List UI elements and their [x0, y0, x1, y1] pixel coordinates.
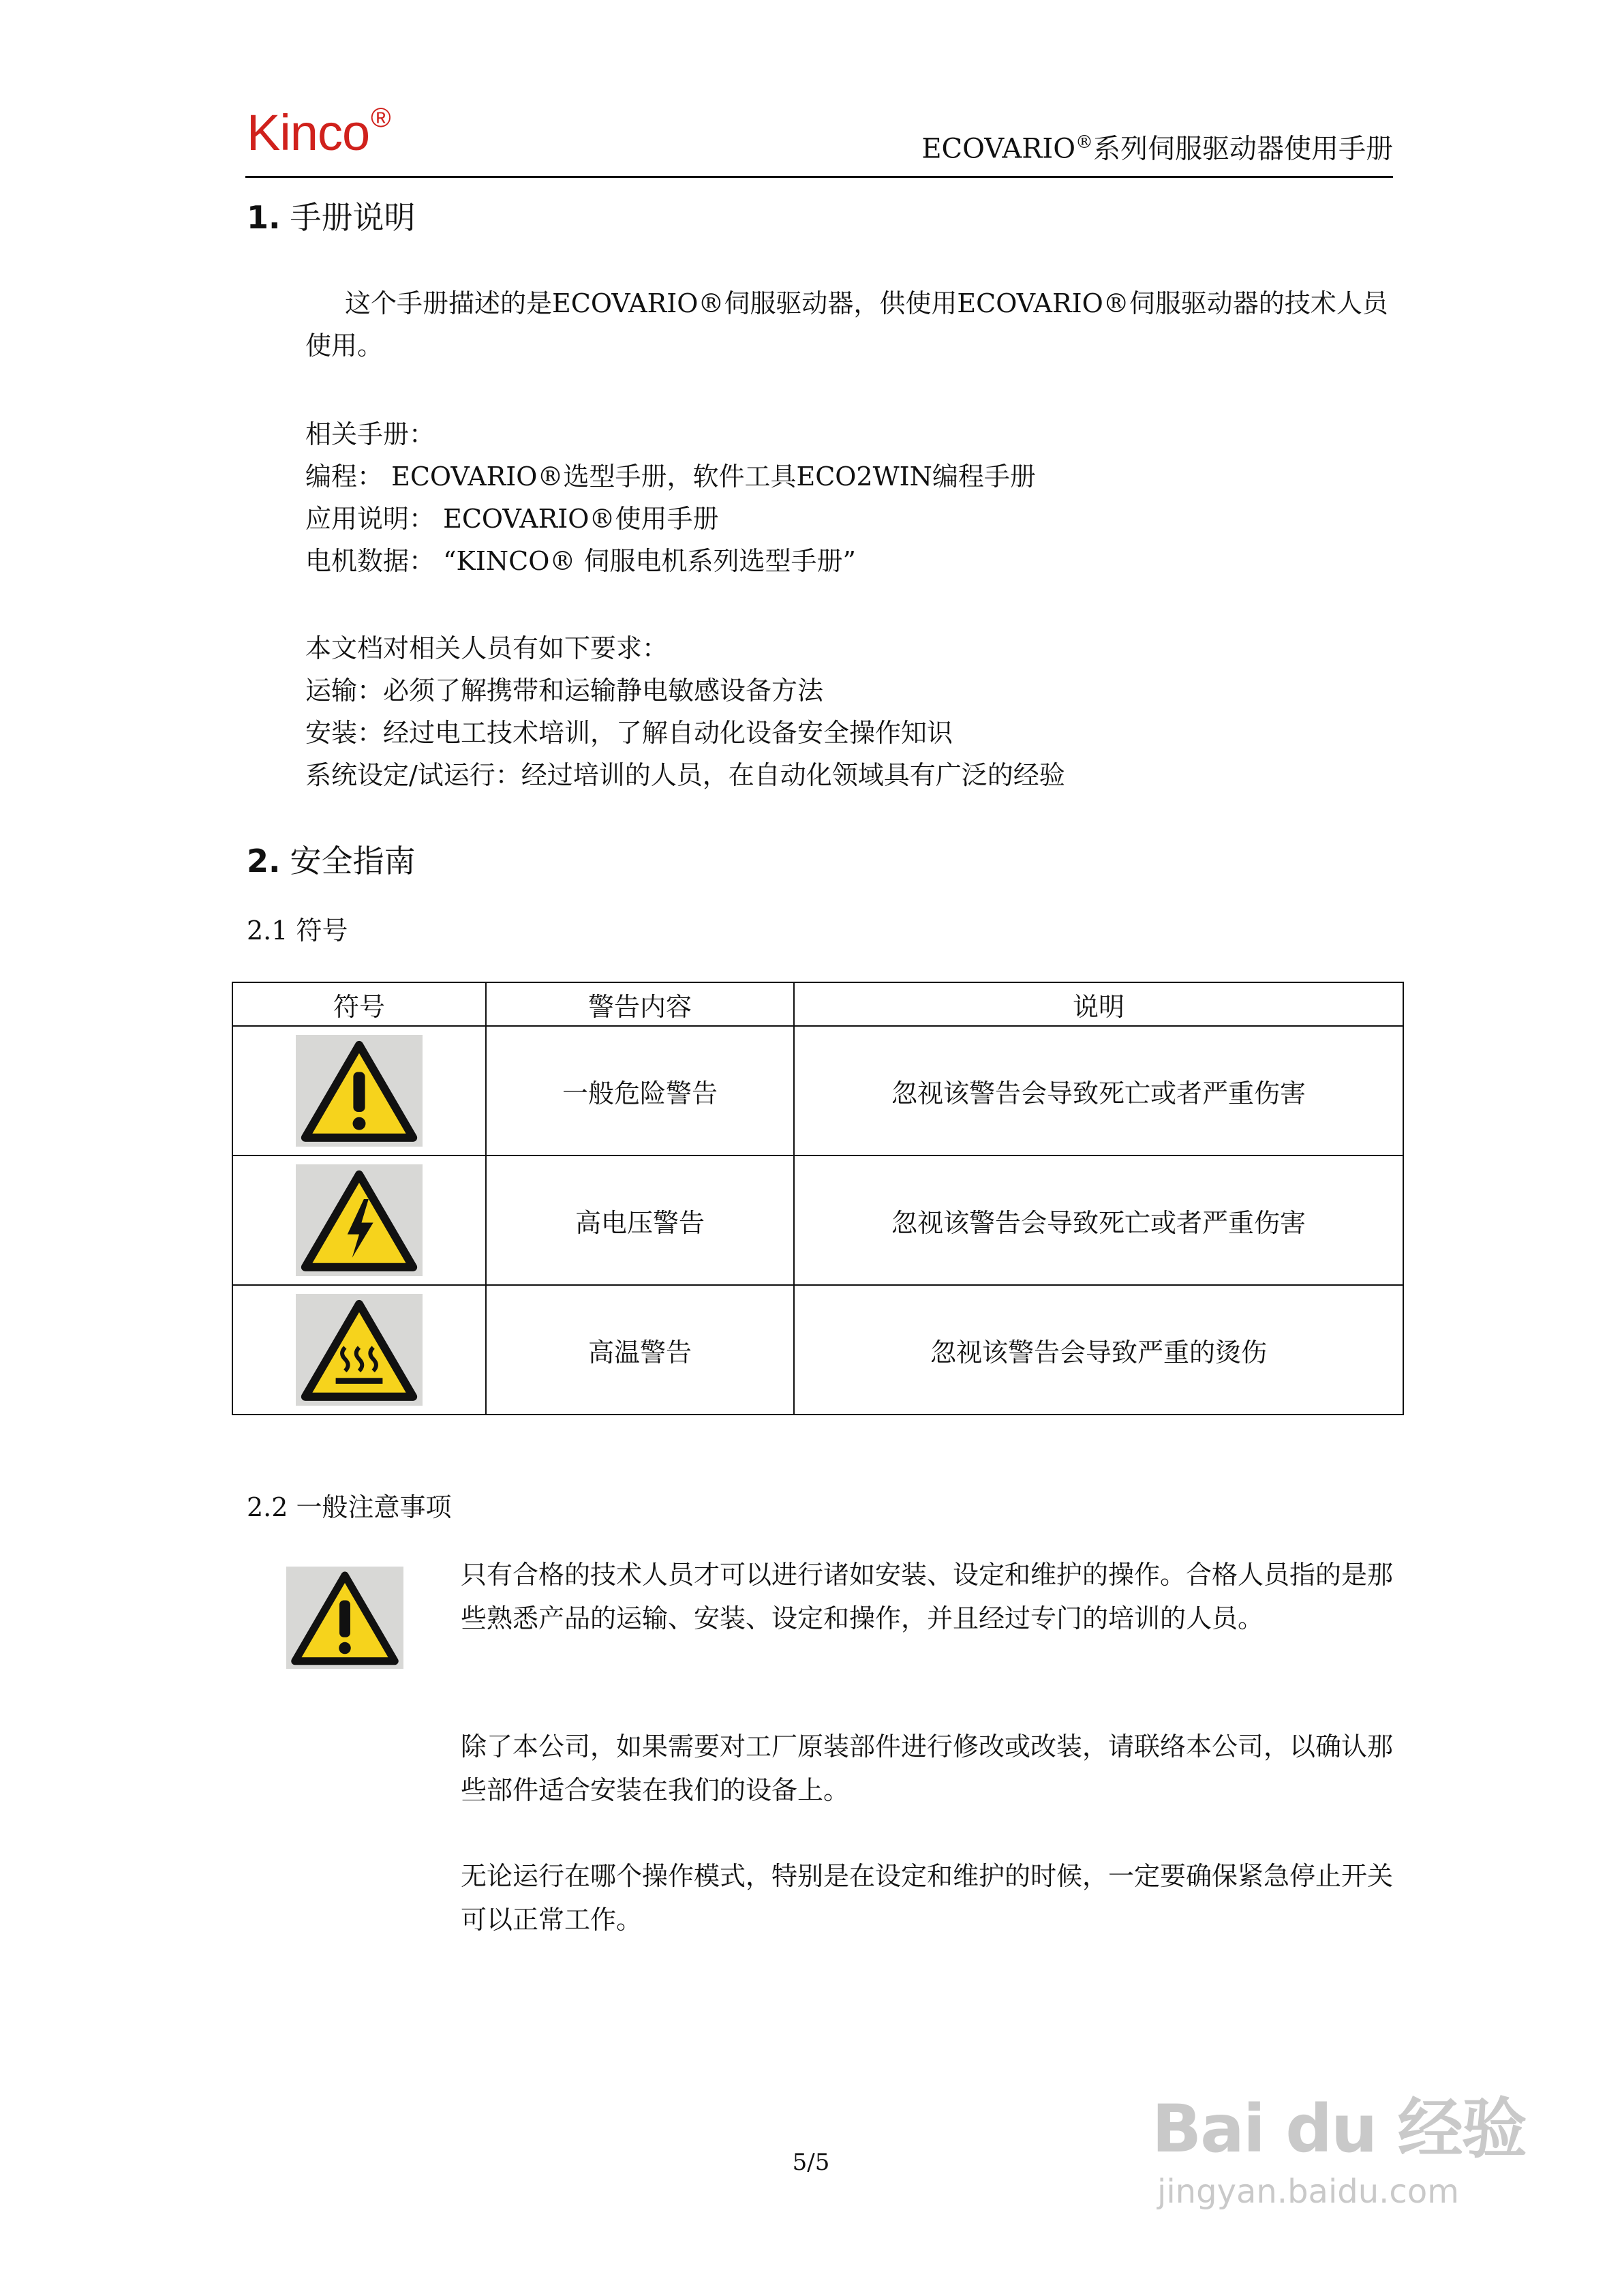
requirement-transport: 运输：必须了解携带和运输静电敏感设备方法	[305, 676, 824, 706]
table-cell-content: 高温警告	[486, 1285, 794, 1415]
requirement-installation: 安装：经过电工技术培训，了解自动化设备安全操作知识	[305, 718, 953, 748]
intro-line-1: 这个手册描述的是ECOVARIO®伺服驱动器，供使用ECOVARIO®伺服驱动器的技术人员	[345, 288, 1388, 318]
table-header-content: 警告内容	[486, 982, 794, 1026]
watermark-url: jingyan.baidu.com	[1157, 2173, 1459, 2211]
high-voltage-warning-icon	[296, 1164, 423, 1276]
table-header-description: 说明	[794, 982, 1403, 1026]
table-header-row	[232, 982, 1403, 1026]
section-2-number: 2.	[247, 843, 281, 879]
table-cell-content: 高电压警告	[486, 1155, 794, 1285]
subsection-2-1-heading: 2.1 符号	[247, 916, 348, 946]
table-cell-symbol	[232, 1026, 486, 1155]
subsection-2-2-heading: 2.2 一般注意事项	[247, 1492, 452, 1522]
section-1-number: 1.	[247, 199, 281, 236]
related-manuals-title: 相关手册：	[305, 419, 435, 449]
table-cell-content: 一般危险警告	[486, 1026, 794, 1155]
title-prefix: ECOVARIO	[921, 133, 1075, 165]
logo-text: Kinco	[247, 104, 370, 161]
table-header-symbol: 符号	[232, 982, 486, 1026]
table-cell-symbol	[232, 1285, 486, 1415]
table-row	[232, 1026, 1403, 1155]
logo-registered-mark: ®	[371, 103, 391, 134]
notice-emergency-stop: 无论运行在哪个操作模式，特别是在设定和维护的时候，一定要确保紧急停止开关可以正常工作。	[461, 1861, 1394, 1935]
watermark-brand: Bai du 经验	[1152, 2091, 1526, 2167]
title-mark: ®	[1075, 132, 1093, 153]
table-cell-description: 忽视该警告会导致死亡或者严重伤害	[794, 1155, 1403, 1285]
general-danger-warning-icon	[296, 1035, 423, 1147]
related-manual-application: 应用说明： ECOVARIO®使用手册	[305, 504, 719, 534]
page-number: 5/5	[792, 2149, 830, 2176]
section-2-heading	[247, 845, 415, 877]
table-cell-description: 忽视该警告会导致死亡或者严重伤害	[794, 1026, 1403, 1155]
general-danger-warning-icon	[286, 1567, 403, 1669]
related-manual-programming: 编程： ECOVARIO®选型手册，软件工具ECO2WIN编程手册	[305, 462, 1036, 492]
requirements-title: 本文档对相关人员有如下要求：	[305, 633, 669, 663]
requirement-commissioning: 系统设定/试运行：经过培训的人员，在自动化领域具有广泛的经验	[305, 760, 1065, 790]
symbols-table	[232, 982, 1404, 1415]
hot-surface-warning-icon	[296, 1294, 423, 1406]
kinco-logo	[247, 103, 391, 161]
section-1-title: 手册说明	[290, 199, 416, 236]
baidu-watermark	[1152, 2091, 1533, 2267]
header-rule	[245, 176, 1393, 178]
table-row	[232, 1285, 1403, 1415]
intro-line-2: 使用。	[305, 331, 384, 361]
related-manual-motor: 电机数据： “KINCO® 伺服电机系列选型手册”	[305, 546, 856, 576]
title-suffix: 系列伺服驱动器使用手册	[1093, 133, 1393, 165]
document-title	[921, 132, 1393, 165]
notice-modification: 除了本公司，如果需要对工厂原装部件进行修改或改装，请联络本公司，以确认那些部件适合安装在我们的设备上。	[461, 1732, 1394, 1805]
notice-qualified-personnel: 只有合格的技术人员才可以进行诸如安装、设定和维护的操作。合格人员指的是那些熟悉产品的运输、安装、设定和操作，并且经过专门的培训的人员。	[461, 1560, 1394, 1633]
table-row	[232, 1155, 1403, 1285]
section-1-heading	[247, 199, 416, 236]
table-cell-description: 忽视该警告会导致严重的烫伤	[794, 1285, 1403, 1415]
table-cell-symbol	[232, 1155, 486, 1285]
section-2-title: 安全指南	[290, 843, 416, 879]
